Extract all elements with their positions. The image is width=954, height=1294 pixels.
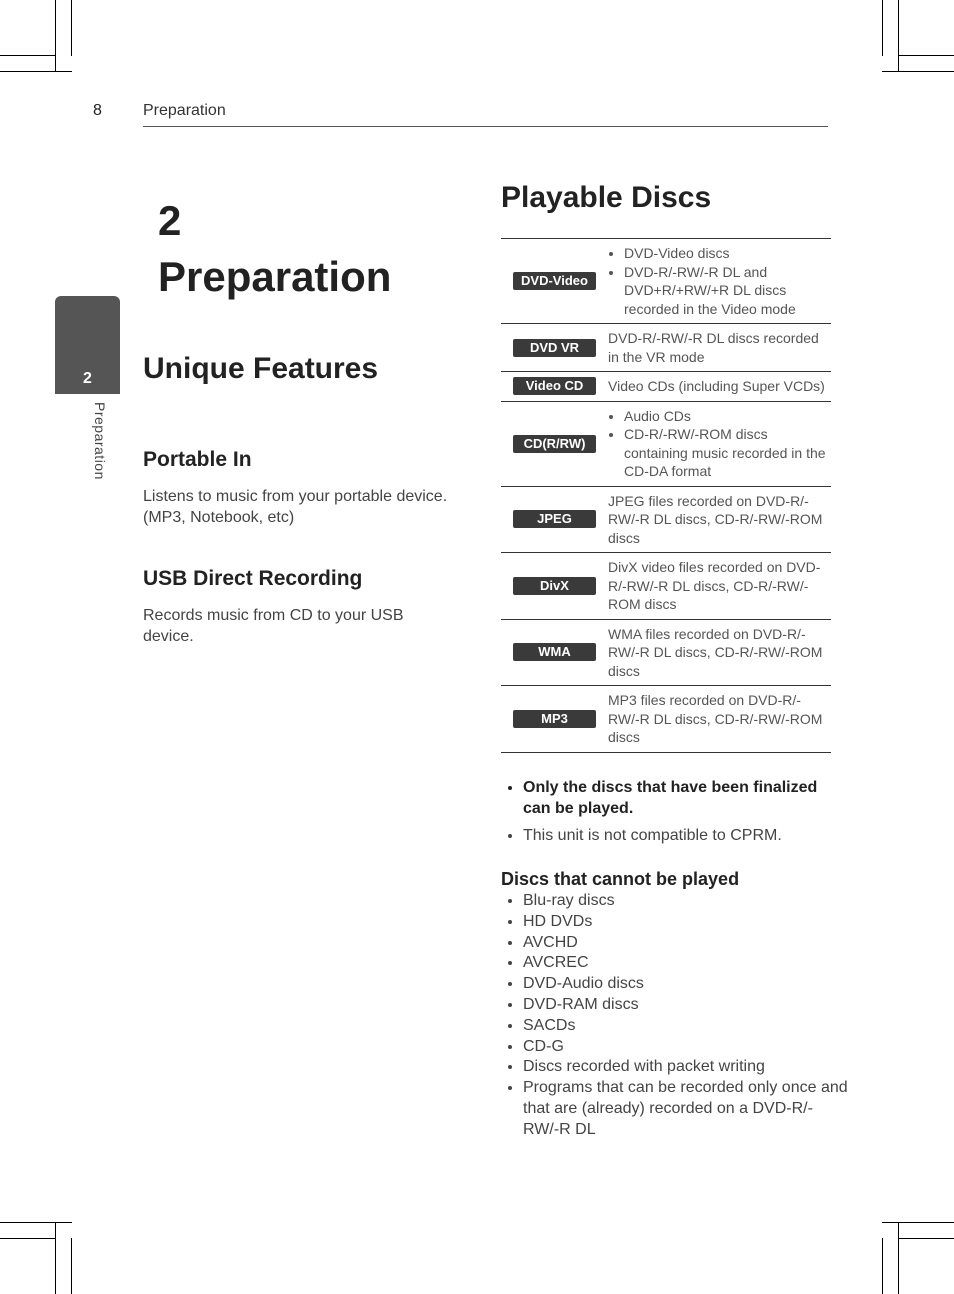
list-item: • Audio CDs xyxy=(624,407,831,426)
header-rule xyxy=(143,126,828,127)
crop-mark xyxy=(898,0,899,72)
crop-mark xyxy=(55,0,56,72)
crop-mark xyxy=(882,0,883,56)
playable-discs-table xyxy=(501,238,831,753)
list-item: • CD-G xyxy=(523,1037,848,1058)
crop-mark xyxy=(0,55,56,56)
crop-mark xyxy=(882,1238,883,1294)
disc-badge: WMA xyxy=(513,643,596,661)
list-item: • Discs recorded with packet writing xyxy=(523,1057,848,1078)
crop-mark xyxy=(882,1222,954,1223)
list-item: • AVCREC xyxy=(523,953,848,974)
table-row xyxy=(501,620,831,687)
disc-description: MP3 files recorded on DVD-R/-RW/-R DL discs, CD-R/-RW/-ROM discs xyxy=(608,692,823,745)
page-number: 8 xyxy=(93,102,102,119)
list-item: • SACDs xyxy=(523,1016,848,1037)
disc-badge: DivX xyxy=(513,577,596,595)
unique-features-heading: Unique Features xyxy=(143,352,379,385)
crop-mark xyxy=(0,1222,72,1223)
table-row xyxy=(501,372,831,402)
playable-notes xyxy=(501,777,848,852)
disc-description: Video CDs (including Super VCDs) xyxy=(608,378,825,394)
portable-in-text: Listens to music from your portable device. (MP3, Notebook, etc) xyxy=(143,488,448,526)
disc-description: DivX video files recorded on DVD-R/-RW/-R DL discs, CD-R/-RW/-ROM discs xyxy=(608,559,821,612)
disc-description: JPEG files recorded on DVD-R/-RW/-R DL discs, CD-R/-RW/-ROM discs xyxy=(608,492,823,546)
chapter-title: Preparation xyxy=(158,253,392,300)
crop-mark xyxy=(71,1238,72,1294)
table-row xyxy=(501,239,831,324)
crop-mark xyxy=(55,1222,56,1294)
table-row xyxy=(501,487,831,554)
chapter-tab-number: 2 xyxy=(83,370,92,387)
crop-mark xyxy=(882,71,954,72)
list-item: • Blu-ray discs xyxy=(523,891,848,912)
disc-badge: MP3 xyxy=(513,710,596,728)
table-row xyxy=(501,553,831,620)
table-row xyxy=(501,686,831,753)
disc-description xyxy=(608,407,831,481)
usb-direct-text: Records music from CD to your USB device. xyxy=(143,607,404,645)
crop-mark xyxy=(0,71,72,72)
list-item: • CD-R/-RW/-ROM discs containing music recorded in the CD-DA format xyxy=(624,425,831,481)
disc-description: DVD-R/-RW/-R DL discs recorded in the VR mode xyxy=(608,330,819,365)
list-item: • DVD-R/-RW/-R DL and DVD+R/+RW/+R DL discs recorded in the Video mode xyxy=(624,263,831,319)
crop-mark xyxy=(0,1238,56,1239)
disc-description xyxy=(608,244,831,318)
disc-badge: DVD-Video xyxy=(513,272,596,290)
disc-badge: JPEG xyxy=(513,510,596,528)
chapter-number: 2 xyxy=(158,197,182,244)
disc-description: WMA files recorded on DVD-R/-RW/-R DL discs, CD-R/-RW/-ROM discs xyxy=(608,625,823,679)
table-row xyxy=(501,324,831,372)
portable-in-heading: Portable In xyxy=(143,448,252,471)
chapter-tab-label: Preparation xyxy=(92,402,108,480)
note-finalized: • Only the discs that have been finalized can be played. xyxy=(523,777,848,819)
disc-badge: DVD VR xyxy=(513,339,596,357)
crop-mark xyxy=(71,0,72,56)
crop-mark xyxy=(898,1222,899,1294)
list-item: • DVD-RAM discs xyxy=(523,995,848,1016)
note-cprm: • This unit is not compatible to CPRM. xyxy=(523,825,848,846)
crop-mark xyxy=(898,1238,954,1239)
crop-mark xyxy=(898,55,954,56)
list-item: • DVD-Video discs xyxy=(624,244,831,263)
table-row xyxy=(501,402,831,487)
disc-badge: CD(R/RW) xyxy=(513,435,596,453)
list-item: • Programs that can be recorded only once and that are (already) recorded on a DVD-R/-RW/-R DL xyxy=(523,1078,848,1140)
playable-discs-heading: Playable Discs xyxy=(501,181,712,214)
list-item: • DVD-Audio discs xyxy=(523,974,848,995)
running-header: Preparation xyxy=(143,102,226,119)
usb-direct-heading: USB Direct Recording xyxy=(143,567,363,590)
cannot-play-heading: Discs that cannot be played xyxy=(501,869,740,889)
list-item: • AVCHD xyxy=(523,933,848,954)
list-item: • HD DVDs xyxy=(523,912,848,933)
disc-badge: Video CD xyxy=(513,377,596,395)
cannot-play-list xyxy=(501,891,848,1141)
chapter-tab xyxy=(55,296,120,394)
